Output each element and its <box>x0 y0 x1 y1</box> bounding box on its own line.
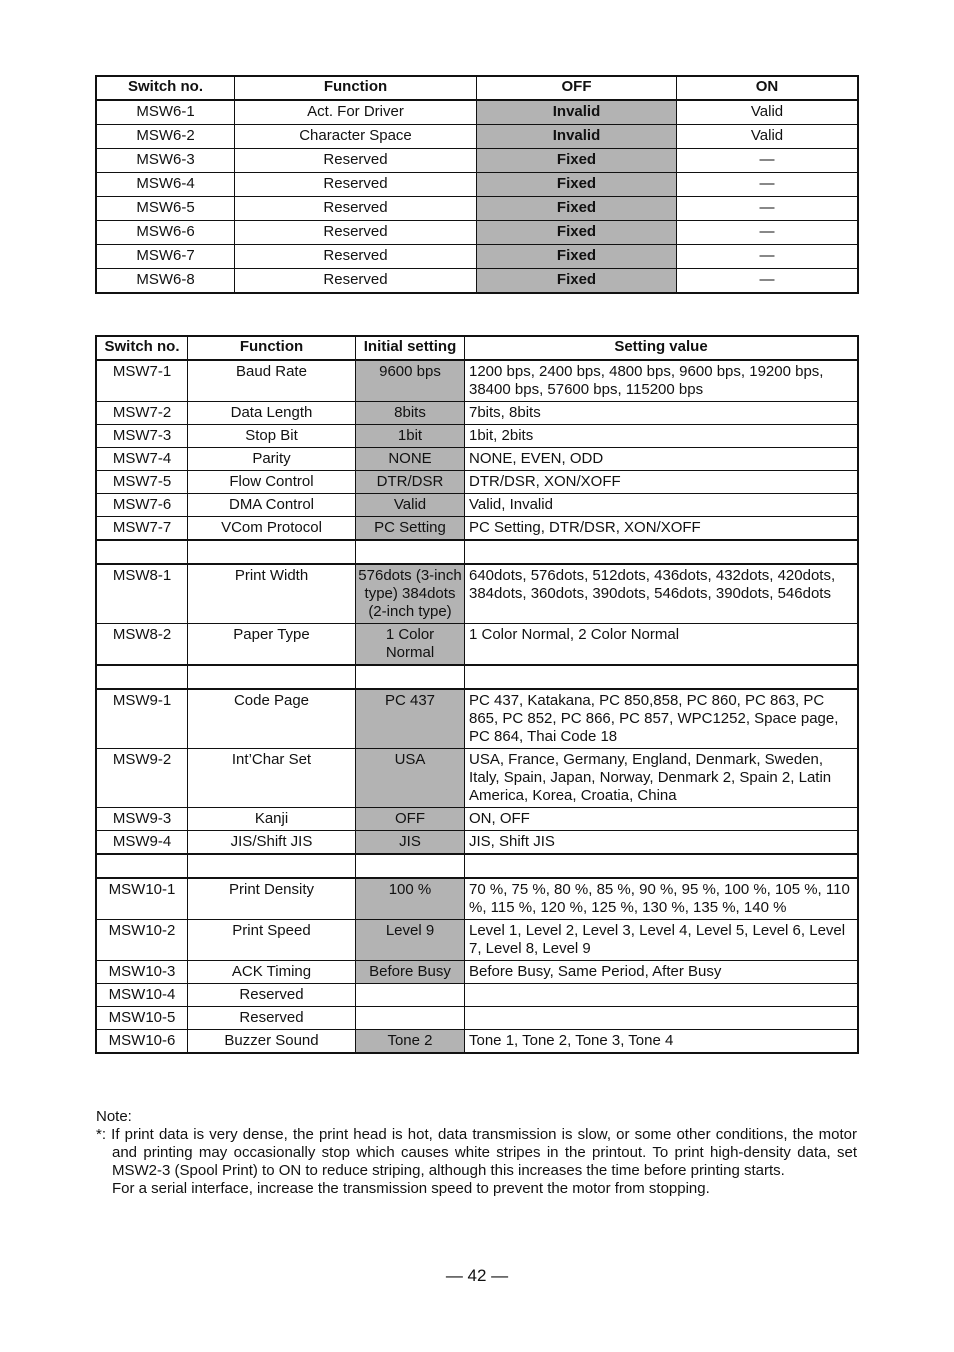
on-value: — <box>677 197 858 221</box>
note-label: Note: <box>96 1108 132 1125</box>
table-header-row <box>97 77 858 101</box>
switch-no: MSW7-2 <box>97 402 188 425</box>
note-section <box>96 1108 857 1198</box>
setting-value: Valid, Invalid <box>465 494 858 517</box>
initial-setting: Valid <box>356 494 465 517</box>
switch-no: MSW7-6 <box>97 494 188 517</box>
function: JIS/Shift JIS <box>188 831 356 855</box>
setting-value: JIS, Shift JIS <box>465 831 858 855</box>
initial-setting <box>356 984 465 1007</box>
setting-value: PC Setting, DTR/DSR, XON/XOFF <box>465 517 858 541</box>
table-row <box>97 1030 858 1053</box>
switch-no: MSW10-5 <box>97 1007 188 1030</box>
table-row <box>97 961 858 984</box>
off-value: Fixed <box>477 149 677 173</box>
table-row <box>97 448 858 471</box>
table-row <box>97 125 858 149</box>
on-value: — <box>677 173 858 197</box>
header-switch-no: Switch no. <box>97 337 188 361</box>
function: Data Length <box>188 402 356 425</box>
table-row <box>97 100 858 125</box>
switch-no: MSW6-5 <box>97 197 235 221</box>
table-row <box>97 471 858 494</box>
blank-row <box>97 540 858 564</box>
switch-no: MSW10-4 <box>97 984 188 1007</box>
function: Parity <box>188 448 356 471</box>
table-row <box>97 149 858 173</box>
switch-no: MSW7-1 <box>97 360 188 402</box>
switch-no: MSW6-1 <box>97 100 235 125</box>
switch-no: MSW7-7 <box>97 517 188 541</box>
switch-no: MSW9-1 <box>97 689 188 749</box>
header-function: Function <box>235 77 477 101</box>
function: Flow Control <box>188 471 356 494</box>
initial-setting: PC Setting <box>356 517 465 541</box>
on-value: — <box>677 221 858 245</box>
blank-cell <box>188 540 356 564</box>
header-off: OFF <box>477 77 677 101</box>
blank-cell <box>465 540 858 564</box>
setting-value: PC 437, Katakana, PC 850,858, PC 860, PC 863, PC 865, PC 852, PC 866, PC 857, WPC1252, Space page, PC 864, Thai Code 18 <box>465 689 858 749</box>
off-value: Invalid <box>477 125 677 149</box>
header-initial-setting: Initial setting <box>356 337 465 361</box>
function: Print Width <box>188 564 356 624</box>
table-row <box>97 831 858 855</box>
initial-setting: 100 % <box>356 878 465 920</box>
function: Paper Type <box>188 624 356 666</box>
blank-cell <box>97 540 188 564</box>
initial-setting: Tone 2 <box>356 1030 465 1053</box>
setting-value: 1 Color Normal, 2 Color Normal <box>465 624 858 666</box>
on-value: Valid <box>677 125 858 149</box>
initial-setting <box>356 1007 465 1030</box>
setting-value: Level 1, Level 2, Level 3, Level 4, Level 5, Level 6, Level 7, Level 8, Level 9 <box>465 920 858 961</box>
switch-no: MSW10-3 <box>97 961 188 984</box>
initial-setting: NONE <box>356 448 465 471</box>
switch-no: MSW7-5 <box>97 471 188 494</box>
setting-value: 640dots, 576dots, 512dots, 436dots, 432dots, 420dots, 384dots, 360dots, 390dots, 546dots, 390dots, 546dots <box>465 564 858 624</box>
table-row <box>97 360 858 402</box>
function: Character Space <box>235 125 477 149</box>
table-row <box>97 920 858 961</box>
setting-value: 7bits, 8bits <box>465 402 858 425</box>
switch-no: MSW10-6 <box>97 1030 188 1053</box>
table-row <box>97 173 858 197</box>
table-row <box>97 689 858 749</box>
switch-no: MSW6-4 <box>97 173 235 197</box>
setting-value: 1200 bps, 2400 bps, 4800 bps, 9600 bps, 19200 bps, 38400 bps, 57600 bps, 115200 bps <box>465 360 858 402</box>
setting-value: NONE, EVEN, ODD <box>465 448 858 471</box>
table-row <box>97 808 858 831</box>
page-number: — 42 — <box>445 1266 509 1285</box>
function: Reserved <box>235 269 477 293</box>
table-row <box>97 221 858 245</box>
switch-no: MSW7-3 <box>97 425 188 448</box>
header-function: Function <box>188 337 356 361</box>
off-value: Fixed <box>477 221 677 245</box>
switch-no: MSW6-8 <box>97 269 235 293</box>
header-on: ON <box>677 77 858 101</box>
switch-no: MSW6-7 <box>97 245 235 269</box>
setting-value: DTR/DSR, XON/XOFF <box>465 471 858 494</box>
blank-cell <box>356 540 465 564</box>
blank-row <box>97 854 858 878</box>
msw6-table <box>96 76 858 293</box>
on-value: — <box>677 245 858 269</box>
initial-setting: 1 Color Normal <box>356 624 465 666</box>
table-row <box>97 878 858 920</box>
table-row <box>97 517 858 541</box>
table-header-row <box>97 337 858 361</box>
function: Print Speed <box>188 920 356 961</box>
function: Buzzer Sound <box>188 1030 356 1053</box>
initial-setting: Level 9 <box>356 920 465 961</box>
table-row <box>97 402 858 425</box>
blank-cell <box>356 854 465 878</box>
switch-no: MSW7-4 <box>97 448 188 471</box>
setting-value: ON, OFF <box>465 808 858 831</box>
table-row <box>97 1007 858 1030</box>
setting-value: USA, France, Germany, England, Denmark, Sweden, Italy, Spain, Japan, Norway, Denmark 2, Spain 2, Latin America, Korea, Croatia, China <box>465 749 858 808</box>
blank-cell <box>97 854 188 878</box>
on-value: Valid <box>677 100 858 125</box>
switch-no: MSW9-3 <box>97 808 188 831</box>
table-row <box>97 564 858 624</box>
function: Print Density <box>188 878 356 920</box>
initial-setting: 8bits <box>356 402 465 425</box>
off-value: Fixed <box>477 173 677 197</box>
off-value: Invalid <box>477 100 677 125</box>
table-row <box>97 425 858 448</box>
switch-no: MSW6-2 <box>97 125 235 149</box>
function: Reserved <box>235 221 477 245</box>
function: ACK Timing <box>188 961 356 984</box>
header-switch-no: Switch no. <box>97 77 235 101</box>
table-row <box>97 749 858 808</box>
on-value: — <box>677 149 858 173</box>
initial-setting: 1bit <box>356 425 465 448</box>
table-row <box>97 624 858 666</box>
function: VCom Protocol <box>188 517 356 541</box>
off-value: Fixed <box>477 245 677 269</box>
blank-cell <box>188 665 356 689</box>
function: Baud Rate <box>188 360 356 402</box>
note-paragraph: *: If print data is very dense, the print head is hot, data transmission is slow, or some other conditions, the motor and printing may occasionally stop which causes white stripes in the printout. To print high-density data, set MSW2-3 (Spool Print) to ON to reduce striping, although this increases the time before printing starts. <box>96 1126 857 1179</box>
function: Code Page <box>188 689 356 749</box>
switch-no: MSW8-2 <box>97 624 188 666</box>
blank-cell <box>465 665 858 689</box>
setting-value: 1bit, 2bits <box>465 425 858 448</box>
initial-setting: USA <box>356 749 465 808</box>
function: Reserved <box>235 149 477 173</box>
function: Kanji <box>188 808 356 831</box>
blank-cell <box>465 854 858 878</box>
setting-value: Before Busy, Same Period, After Busy <box>465 961 858 984</box>
function: Reserved <box>235 197 477 221</box>
function: Act. For Driver <box>235 100 477 125</box>
initial-setting: DTR/DSR <box>356 471 465 494</box>
header-setting-value: Setting value <box>465 337 858 361</box>
initial-setting: 576dots (3-inch type) 384dots (2-inch type) <box>356 564 465 624</box>
table-row <box>97 269 858 293</box>
function: Reserved <box>235 173 477 197</box>
switch-no: MSW6-6 <box>97 221 235 245</box>
switch-no: MSW6-3 <box>97 149 235 173</box>
note-paragraph-serial: For a serial interface, increase the transmission speed to prevent the motor from stopping. <box>112 1180 710 1197</box>
function: Reserved <box>188 1007 356 1030</box>
setting-value: Tone 1, Tone 2, Tone 3, Tone 4 <box>465 1030 858 1053</box>
setting-value <box>465 1007 858 1030</box>
blank-row <box>97 665 858 689</box>
blank-cell <box>97 665 188 689</box>
initial-setting: Before Busy <box>356 961 465 984</box>
switch-no: MSW10-1 <box>97 878 188 920</box>
off-value: Fixed <box>477 197 677 221</box>
table-row <box>97 984 858 1007</box>
blank-cell <box>356 665 465 689</box>
initial-setting: PC 437 <box>356 689 465 749</box>
table-row <box>97 245 858 269</box>
table-row <box>97 494 858 517</box>
switch-no: MSW9-2 <box>97 749 188 808</box>
function: Stop Bit <box>188 425 356 448</box>
setting-value: 70 %, 75 %, 80 %, 85 %, 90 %, 95 %, 100 %, 105 %, 110 %, 115 %, 120 %, 125 %, 130 %, 135 %, 140 % <box>465 878 858 920</box>
initial-setting: 9600 bps <box>356 360 465 402</box>
off-value: Fixed <box>477 269 677 293</box>
initial-setting: JIS <box>356 831 465 855</box>
blank-cell <box>188 854 356 878</box>
setting-value <box>465 984 858 1007</box>
function: Int’Char Set <box>188 749 356 808</box>
function: DMA Control <box>188 494 356 517</box>
switch-no: MSW9-4 <box>97 831 188 855</box>
on-value: — <box>677 269 858 293</box>
switch-no: MSW8-1 <box>97 564 188 624</box>
table-row <box>97 197 858 221</box>
function: Reserved <box>235 245 477 269</box>
msw7-10-table <box>96 336 858 1053</box>
function: Reserved <box>188 984 356 1007</box>
switch-no: MSW10-2 <box>97 920 188 961</box>
initial-setting: OFF <box>356 808 465 831</box>
